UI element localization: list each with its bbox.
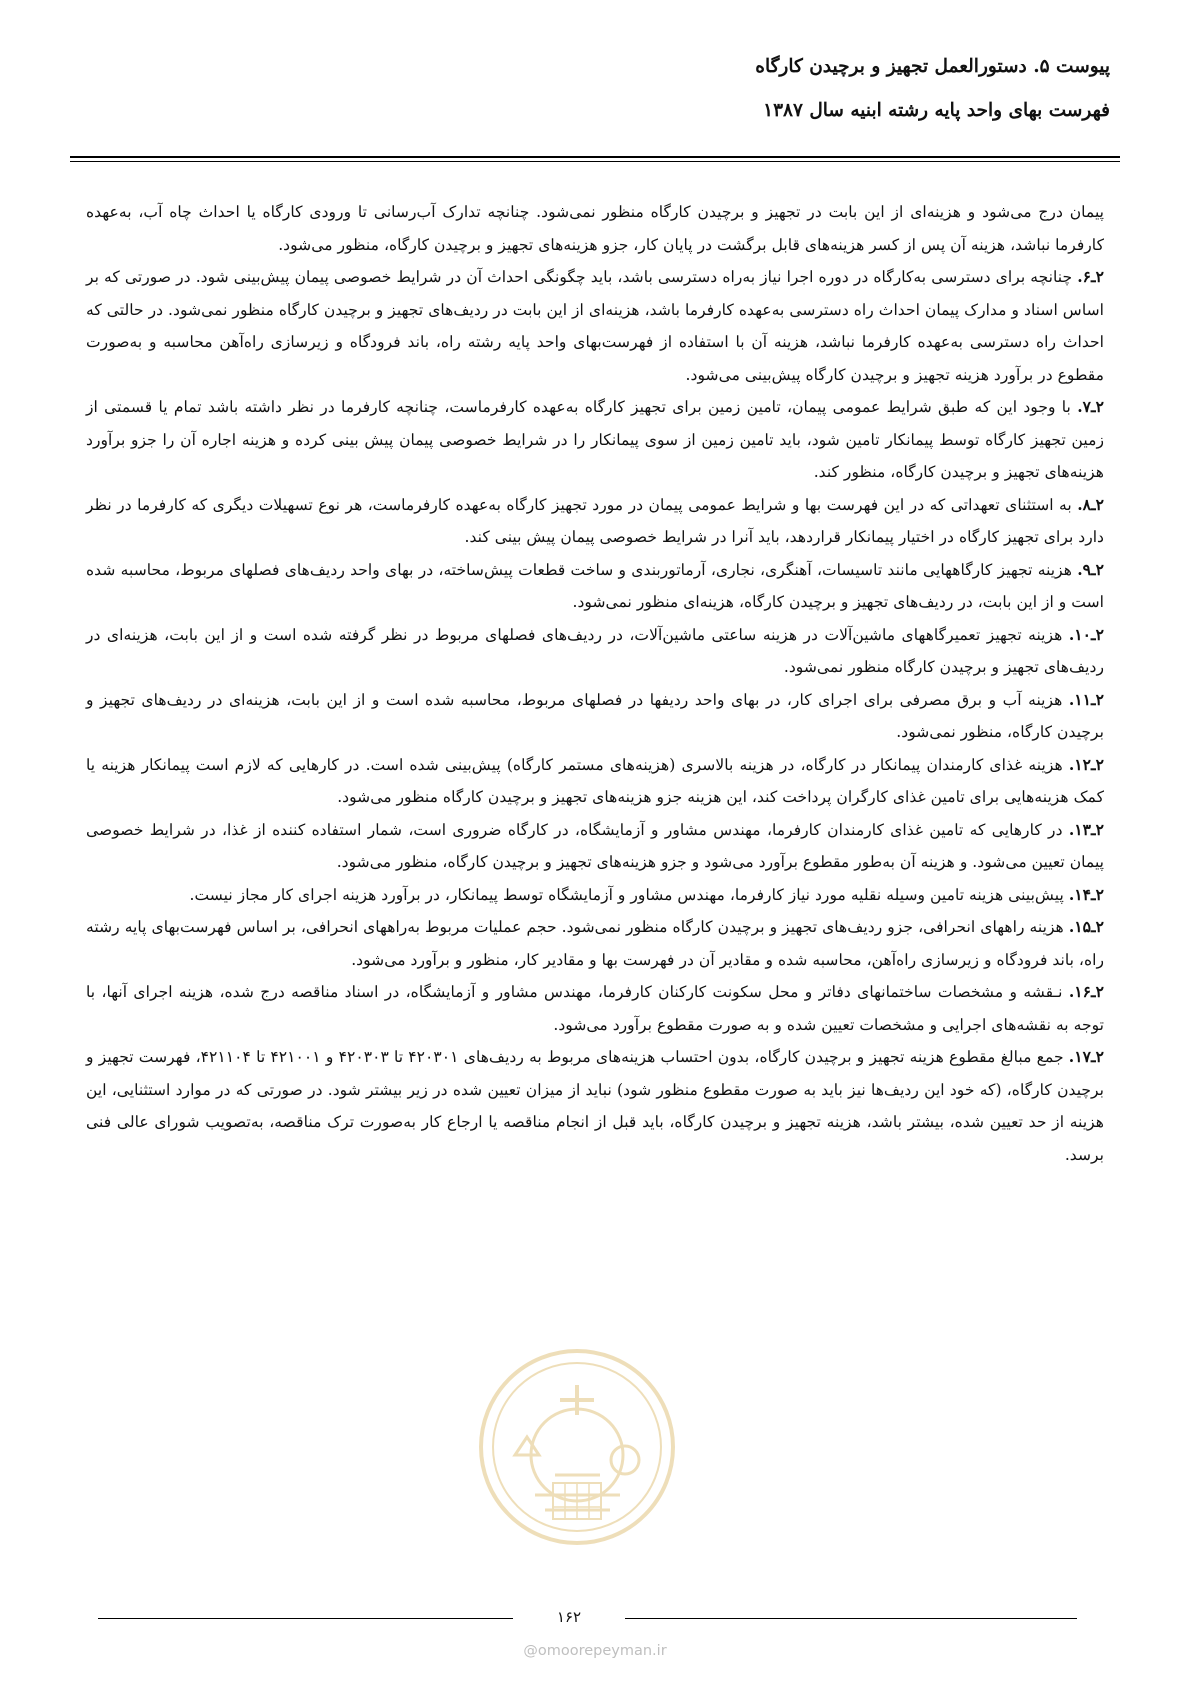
paragraph [86,684,1104,749]
clause-number: ۲ـ۷. [1077,397,1104,416]
paragraph [86,814,1104,879]
paragraph [86,489,1104,554]
paragraph [86,391,1104,489]
clause-text: به استثنای تعهداتی که در این فهرست بها و شرایط عمومی پیمان در مورد تجهیز کارگاه به‌عهده کارفرماست، هر نوع تسهیلات دیگری که کارفرما در نظر دارد برای تجهیز کارگاه در اختیار پیمانکار قراردهد، باید آنرا در شرایط خصوصی پیمان پیش بینی کند. [86,495,1104,546]
clause-text: پیمان درج می‌شود و هزینه‌ای از این بابت در تجهیز و برچیدن کارگاه منظور نمی‌شود. چنانچه تدارک آب‌رسانی تا ورودی کارگاه یا احداث چاه آب، به‌عهده کارفرما نباشد، هزینه آن پس از کسر هزینه‌های قابل برگشت در پایان کار، جزو هزینه‌های تجهیز و برچیدن کارگاه، منظور می‌شود. [86,203,1104,254]
header-divider-thin [70,161,1120,162]
paragraph [86,879,1104,912]
clause-number: ۲ـ۱۷. [1068,1047,1104,1066]
page-header [80,52,1110,126]
footer-divider-right [625,1618,1077,1619]
clause-text: جمع مبالغ مقطوع هزینه تجهیز و برچیدن کارگاه، بدون احتساب هزینه‌های مربوط به ردیف‌های ۴۲۰۳۰۱ تا ۴۲۰۳۰۳ و ۴۲۱۰۰۱ تا ۴۲۱۱۰۴، فهرست تجهیز و برچیدن کارگاه، (که خود این ردیف‌ها نیز باید به صورت مقطوع منظور شود) نباید از میزان تعیین شده در زیر بیشتر شود. در صورتی که در موارد استثنایی، این هزینه از حد تعیین شده، بیشتر باشد، هزینه تجهیز و برچیدن کارگاه، باید قبل از انجام مناقصه یا ارجاع کار به‌صورت ترک مناقصه، به‌تصویب شورای عالی فنی برسد. [86,1048,1104,1164]
paragraph [86,976,1104,1041]
header-title: پیوست ۵. دستورالعمل تجهیز و برچیدن کارگاه [755,56,1110,77]
clause-text: پیش‌بینی هزینه تامین وسیله نقلیه مورد نیاز کارفرما، مهندس مشاور و آزمایشگاه توسط پیمانکار، در برآورد هزینه اجرای کار مجاز نیست. [189,885,1064,904]
header-divider-thick [70,156,1120,158]
clause-number: ۲ـ۱۳. [1068,819,1104,839]
clause-number: ۲ـ۱۱. [1068,689,1104,709]
seal-logo-icon [475,1345,680,1550]
header-subtitle: فهرست بهای واحد پایه رشته ابنیه سال ۱۳۸۷ [763,100,1110,121]
clause-text: هزینه تجهیز تعمیرگاههای ماشین‌آلات در هزینه ساعتی ماشین‌آلات، در ردیف‌های فصلهای مربوط در نظر گرفته شده است و از این بابت، هزینه‌ای در ردیف‌های تجهیز و برچیدن کارگاه منظور نمی‌شود. [86,625,1104,676]
footer-divider-left [98,1618,513,1619]
clause-number: ۲ـ۶. [1077,267,1104,286]
clause-text: هزینه تجهیز کارگاههایی مانند تاسیسات، آهنگری، نجاری، آرماتوربندی و ساخت قطعات پیش‌ساخته، در بهای واحد ردیف‌های فصلهای مربوط، محاسبه شده است و از این بابت، در ردیف‌های تجهیز و برچیدن کارگاه، هزینه‌ای منظور نمی‌شود. [86,560,1104,611]
clause-number: ۲ـ۱۶. [1068,982,1104,1001]
clause-text: در کارهایی که تامین غذای کارمندان کارفرما، مهندس مشاور و آزمایشگاه، در کارگاه ضروری است، شمار استفاده کننده از غذا، در شرایط خصوصی پیمان تعیین می‌شود. و هزینه آن به‌طور مقطوع برآورد می‌شود و جزو هزینه‌های تجهیز و برچیدن کارگاه، منظور می‌شود. [86,820,1104,871]
page-number: ۱۶۲ [556,1608,582,1626]
clause-number: ۲ـ۹. [1077,559,1104,579]
clause-text: هزینه غذای کارمندان پیمانکار در کارگاه، در هزینه بالاسری (هزینه‌های مستمر کارگاه) پیش‌بینی شده است. در کارهایی که لازم است پیمانکار هزینه یا کمک هزینه‌هایی برای تامین غذای کارگران پرداخت کند، این هزینه جزو هزینه‌های تجهیز و برچیدن کارگاه منظور می‌شود. [86,755,1104,806]
paragraph [86,619,1104,684]
paragraph [86,1041,1104,1171]
paragraph [86,911,1104,976]
clause-text: با وجود این که طبق شرایط عمومی پیمان، تامین زمین برای تجهیز کارگاه به‌عهده کارفرماست، چنانچه کارفرما در نظر داشته باشد تمام یا قسمتی از زمین تجهیز کارگاه توسط پیمانکار تامین شود، باید تامین زمین از سوی پیمانکار را در شرایط خصوصی پیمان پیش بینی کرده و هزینه اجاره آن را جزو برآورد هزینه‌های تجهیز و برچیدن کارگاه، منظور کند. [86,398,1104,481]
site-watermark-text: @omoorepeyman.ir [523,1643,667,1659]
clause-number: ۲ـ۱۰. [1068,624,1104,644]
clause-text: هزینه آب و برق مصرفی برای اجرای کار، در بهای واحد ردیفها در فصلهای مربوط، محاسبه شده است و از این بابت، هزینه‌ای در ردیف‌های تجهیز و برچیدن کارگاه، منظور نمی‌شود. [86,690,1104,741]
paragraph [86,261,1104,391]
paragraph [86,196,1104,261]
clause-number: ۲ـ۱۲. [1068,754,1104,774]
clause-number: ۲ـ۸. [1077,494,1104,514]
clause-number: ۲ـ۱۵. [1068,917,1104,936]
clause-text: نـقشه و مشخصات ساختمانهای دفاتر و محل سکونت کارکنان کارفرما، مهندس مشاور و آزمایشگاه، در اسناد مناقصه درج شده، هزینه اجرای آنها، با توجه به نقشه‌های اجرایی و مشخصات تعیین شده و به صورت مقطوع برآورد می‌شود. [86,983,1104,1034]
paragraph [86,554,1104,619]
clause-number: ۲ـ۱۴. [1068,884,1104,904]
paragraph [86,749,1104,814]
document-body [86,196,1104,1171]
clause-text: هزینه راههای انحرافی، جزو ردیف‌های تجهیز و برچیدن کارگاه منظور نمی‌شود. حجم عملیات مربوط به‌راههای انحرافی، بر اساس فهرست‌بهای پایه رشته راه، باند فرودگاه و زیرسازی راه‌آهن، محاسبه شده و مقادیر آن در فهرست بها و مقادیر کار، منظور و برآورد می‌شود. [86,918,1104,969]
clause-text: چنانچه برای دسترسی به‌کارگاه در دوره اجرا نیاز به‌راه دسترسی باشد، باید چگونگی احداث آن در شرایط خصوصی پیمان پیش‌بینی شود. در صورتی که بر اساس اسناد و مدارک پیمان احداث راه دسترسی به‌عهده کارفرما باشد، هزینه‌ای از این بابت در ردیف‌های تجهیز و برچیدن کارگاه منظور نمی‌شود. در حالتی که احداث راه دسترسی به‌عهده کارفرما نباشد، هزینه آن با استفاده از فهرست‌بهای واحد پایه رشته راه، باند فرودگاه و زیرسازی راه‌آهن محاسبه و به‌صورت مقطوع در برآورد هزینه تجهیز و برچیدن کارگاه پیش‌بینی می‌شود. [86,268,1104,384]
